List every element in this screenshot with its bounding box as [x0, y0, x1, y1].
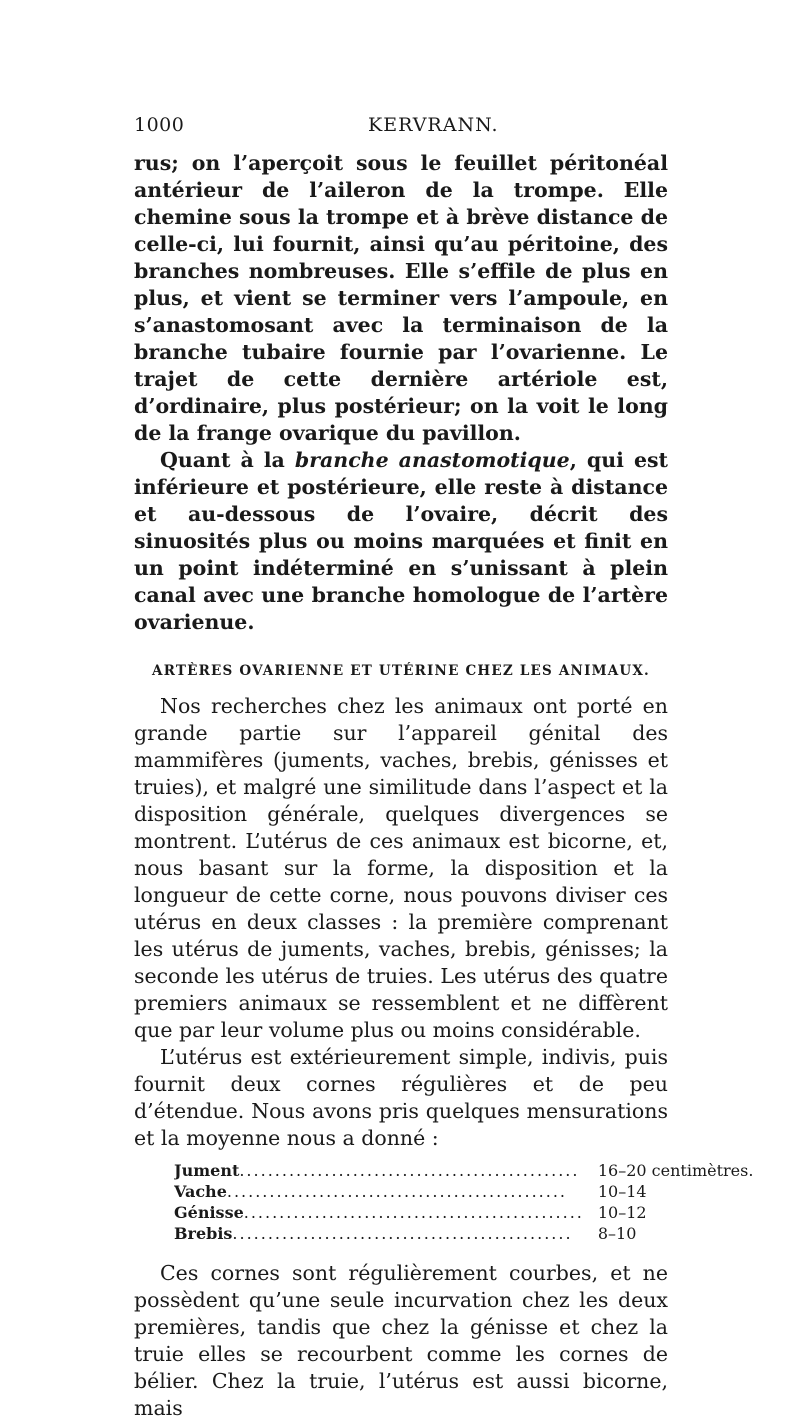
running-title: KERVRANN. — [368, 114, 499, 136]
paragraph-2 — [134, 447, 668, 636]
measurement-animal: Vache................................................ — [174, 1182, 567, 1201]
measurement-value: 16–20 centimètres. — [597, 1161, 754, 1180]
measurement-animal: Jument................................................ — [174, 1161, 580, 1180]
table-row — [174, 1160, 753, 1181]
page-body — [134, 150, 754, 1422]
page-header — [134, 114, 670, 144]
table-row — [174, 1202, 753, 1223]
measurement-value: 8–10 — [597, 1224, 637, 1243]
paragraph-3: Nos recherches chez les animaux ont porté en grande partie sur l’appareil génital des mammifères (juments, vaches, brebis, génisses et truies), et malgré une similitude dans l’aspect et la disposition générale, quelques divergences se montrent. L’utérus de ces animaux est bicorne, et, nous basant sur la forme, la disposition et la longueur de cette corne, nous pouvons diviser ces utérus en deux classes : la première comprenant les utérus de juments, vaches, brebis, génisses; la seconde les utérus de truies. Les utérus des quatre premiers animaux se ressemblent et ne diffèrent que par leur volume plus ou moins considérable. — [134, 694, 668, 1042]
measurement-animal: Génisse................................................ — [174, 1203, 584, 1222]
measurement-value: 10–12 — [597, 1203, 647, 1222]
paragraph-1: rus; on l’aperçoit sous le feuillet péritonéal antérieur de l’aileron de la trompe. Elle chemine sous la trompe et à brève distance de celle-ci, lui fournit, ainsi qu’au péritoine, des branches nombreuses. Elle s’effile de plus en plus, et vient se terminer vers l’ampoule, en s’anastomosant avec la terminaison de la branche tubaire fournie par l’ovarienne. Le trajet de cette dernière artériole est, d’ordinaire, plus postérieur; on la voit le long de la frange ovarique du pavillon. — [134, 151, 668, 445]
table-row — [174, 1223, 753, 1244]
page-number: 1000 — [134, 114, 185, 136]
table-row — [174, 1181, 753, 1202]
paragraph-4: L’utérus est extérieurement simple, indivis, puis fournit deux cornes régulières et de peu d’étendue. Nous avons pris quelques mensurations et la moyenne nous a donné : — [134, 1045, 668, 1150]
measurement-animal: Brebis................................................ — [174, 1224, 573, 1243]
section-title: ARTÈRES OVARIENNE ET UTÉRINE CHEZ LES ANIMAUX. — [152, 663, 650, 679]
paragraph-5: Ces cornes sont régulièrement courbes, et ne possèdent qu’une seule incurvation chez les deux premières, tandis que chez la génisse et chez la truie elles se recourbent comme les cornes de bélier. Chez la truie, l’utérus est aussi bicorne, mais — [134, 1261, 668, 1420]
measurement-value: 10–14 — [597, 1182, 647, 1201]
paragraph-2-italic: branche anastomotique — [294, 448, 570, 472]
paragraph-2-after: , qui est inférieure et postérieure, elle reste à distance et au-dessous de l’ovaire, décrit des sinuosités plus ou moins marquées et finit en un point indéterminé en s’unissant à plein canal avec une branche homologue de l’artère ovarienue. — [134, 448, 668, 634]
measurements-table — [174, 1160, 753, 1244]
paragraph-2-before: Quant à la — [160, 448, 295, 472]
